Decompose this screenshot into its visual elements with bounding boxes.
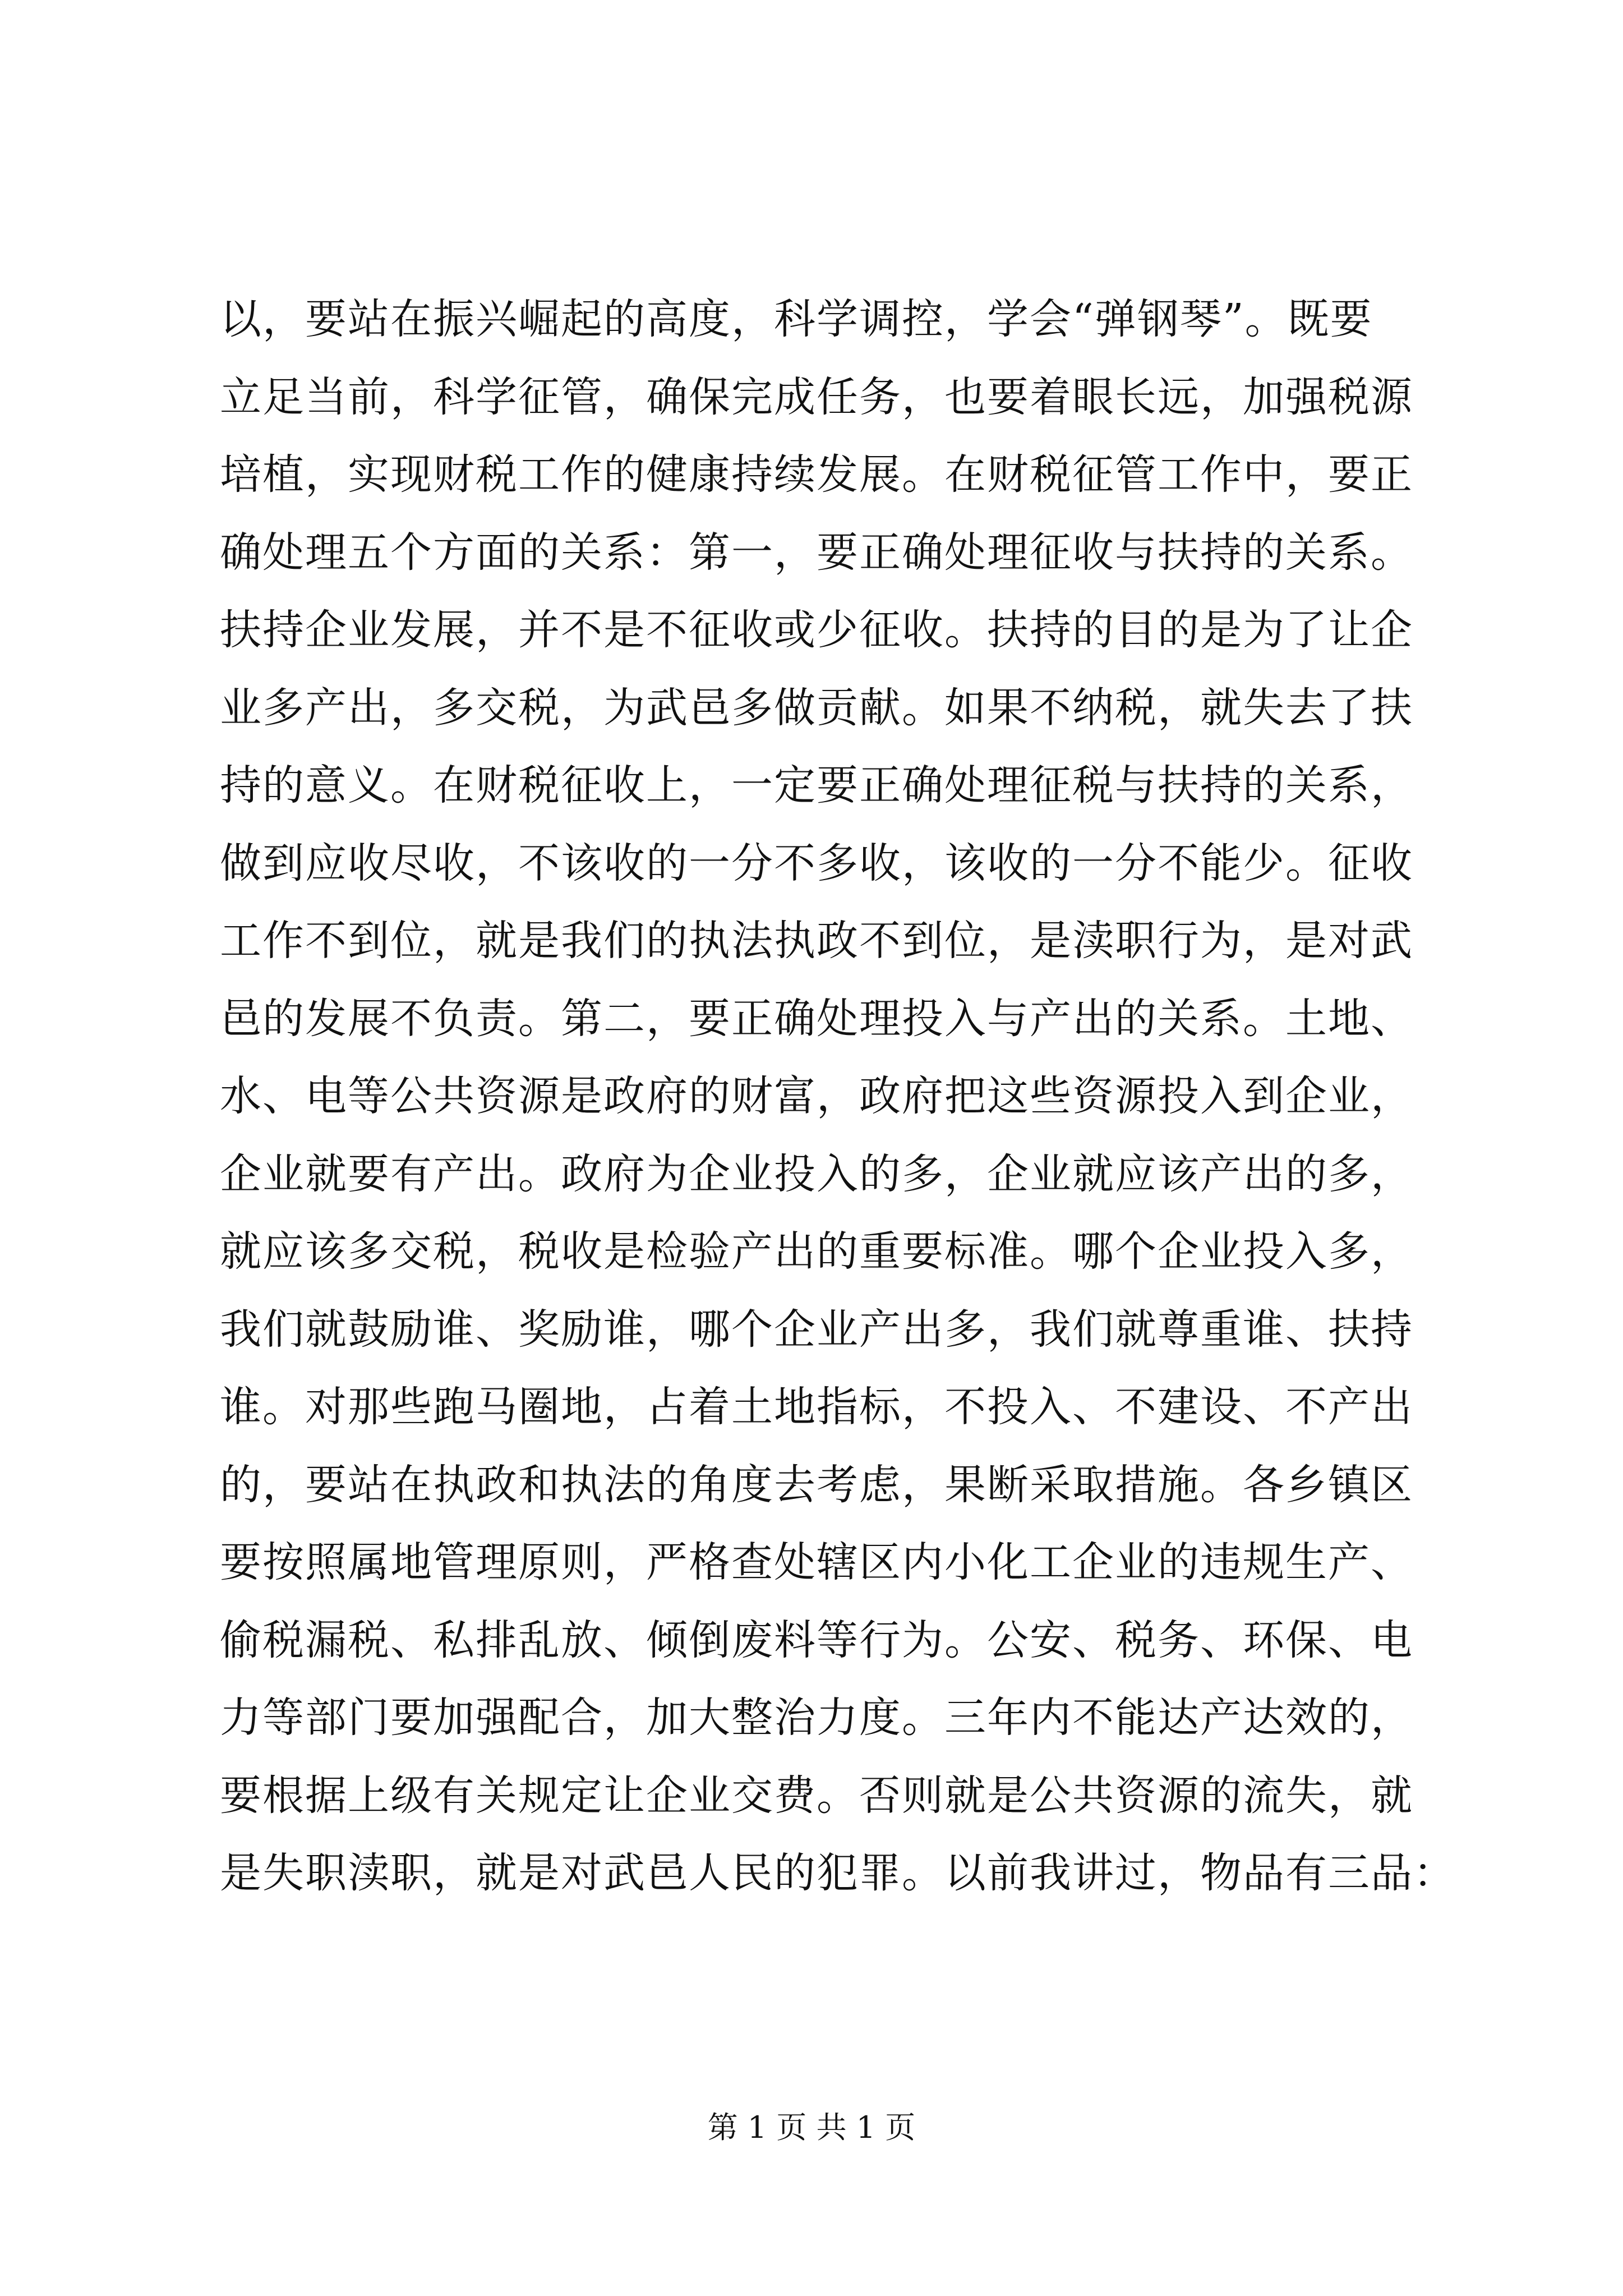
text-line-2: 立足当前，科学征管，确保完成任务，也要着眼长远，加强税源	[220, 372, 1413, 421]
text-line-9: 工作不到位，就是我们的执法执政不到位，是渎职行为，是对武	[220, 917, 1413, 965]
text-line-11: 水、电等公共资源是政府的财富，政府把这些资源投入到企业，	[220, 1072, 1413, 1120]
text-line-5: 扶持企业发展，并不是不征收或少征收。扶持的目的是为了让企	[220, 606, 1413, 654]
text-line-6: 业多产出，多交税，为武邑多做贡献。如果不纳税，就失去了扶	[220, 683, 1413, 732]
text-line-1: 以，要站在振兴崛起的高度，科学调控，学会“弹钢琴”。既要	[220, 295, 1373, 343]
text-line-8: 做到应收尽收，不该收的一分不多收，该收的一分不能少。征收	[220, 839, 1413, 887]
text-line-13: 就应该多交税，税收是检验产出的重要标准。哪个企业投入多，	[220, 1227, 1413, 1276]
text-line-4: 确处理五个方面的关系：第一，要正确处理征收与扶持的关系。	[220, 528, 1413, 577]
text-line-16: 的，要站在执政和执法的角度去考虑，果断采取措施。各乡镇区	[220, 1460, 1413, 1509]
text-line-17: 要按照属地管理原则，严格查处辖区内小化工企业的违规生产、	[220, 1538, 1413, 1586]
text-line-3: 培植，实现财税工作的健康持续发展。在财税征管工作中，要正	[220, 450, 1413, 499]
text-line-7: 持的意义。在财税征收上，一定要正确处理征税与扶持的关系，	[220, 761, 1413, 809]
text-line-10: 邑的发展不负责。第二，要正确处理投入与产出的关系。土地、	[220, 994, 1413, 1043]
text-line-14: 我们就鼓励谁、奖励谁，哪个企业产出多，我们就尊重谁、扶持	[220, 1305, 1413, 1354]
body-text	[220, 280, 1456, 1912]
page-number-footer: 第 1 页 共 1 页	[707, 2110, 916, 2145]
text-line-20: 要根据上级有关规定让企业交费。否则就是公共资源的流失，就	[220, 1771, 1413, 1820]
text-line-18: 偷税漏税、私排乱放、倾倒废料等行为。公安、税务、环保、电	[220, 1616, 1413, 1664]
text-line-21: 是失职渎职，就是对武邑人民的犯罪。以前我讲过，物品有三品：	[220, 1849, 1456, 1897]
text-line-12: 企业就要有产出。政府为企业投入的多，企业就应该产出的多，	[220, 1149, 1413, 1198]
text-line-19: 力等部门要加强配合，加大整治力度。三年内不能达产达效的，	[220, 1694, 1413, 1742]
text-line-15: 谁。对那些跑马圈地，占着土地指标，不投入、不建设、不产出	[220, 1383, 1413, 1431]
